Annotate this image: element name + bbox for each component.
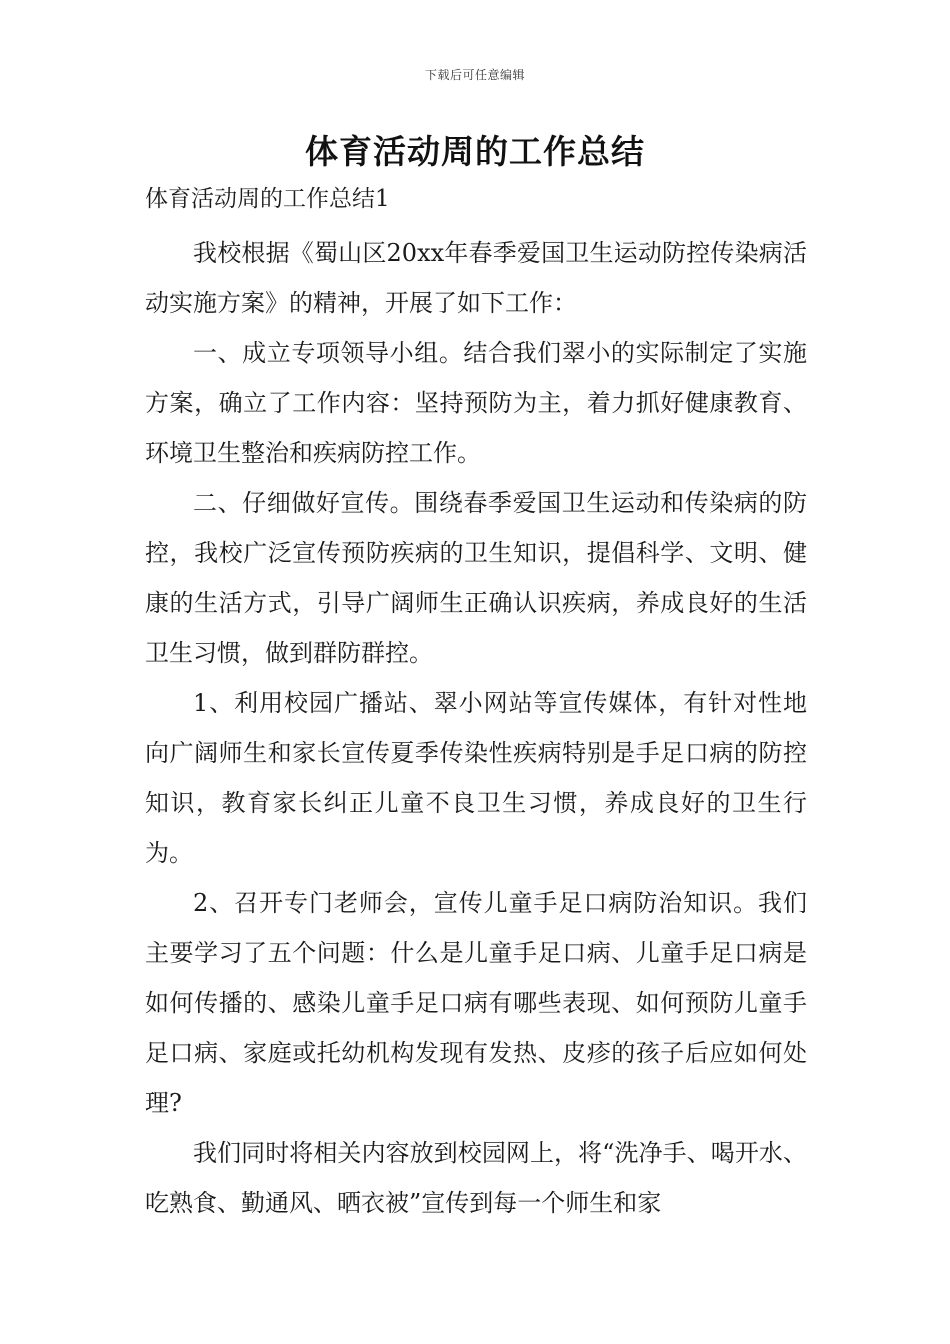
paragraph-item-1: 1、利用校园广播站、翠小网站等宣传媒体，有针对性地向广阔师生和家长宣传夏季传染性疾病特别是手足口病的防控知识，教育家长纠正儿童不良卫生习惯，养成良好的卫生行为。 — [145, 689, 807, 867]
paragraph-item-2: 2、召开专门老师会，宣传儿童手足口病防治知识。我们主要学习了五个问题：什么是儿童手足口病、儿童手足口病是如何传播的、感染儿童手足口病有哪些表现、如何预防儿童手足口病、家庭或托幼机构发现有发热、皮疹的孩子后应如何处理? — [145, 889, 807, 1117]
header-note: 下载后可任意编辑 — [424, 68, 525, 82]
section-subtitle: 体育活动周的工作总结1 — [145, 186, 390, 212]
paragraph-publicity: 二、仔细做好宣传。围绕春季爱国卫生运动和传染病的防控，我校广泛宣传预防疾病的卫生知识，提倡科学、文明、健康的生活方式，引导广阔师生正确认识疾病，养成良好的生活卫生习惯，做到群防群控。 — [145, 489, 807, 667]
paragraph-leadership-group: 一、成立专项领导小组。结合我们翠小的实际制定了实施方案，确立了工作内容：坚持预防为主，着力抓好健康教育、环境卫生整治和疾病防控工作。 — [145, 339, 807, 467]
paragraph-website: 我们同时将相关内容放到校园网上，将“洗净手、喝开水、吃熟食、勤通风、晒衣被”宣传到每一个师生和家 — [145, 1139, 807, 1217]
document-body — [145, 178, 807, 1228]
page-title: 体育活动周的工作总结 — [305, 132, 645, 171]
paragraph-intro: 我校根据《蜀山区20xx年春季爱国卫生运动防控传染病活动实施方案》的精神，开展了如下工作： — [145, 239, 807, 317]
